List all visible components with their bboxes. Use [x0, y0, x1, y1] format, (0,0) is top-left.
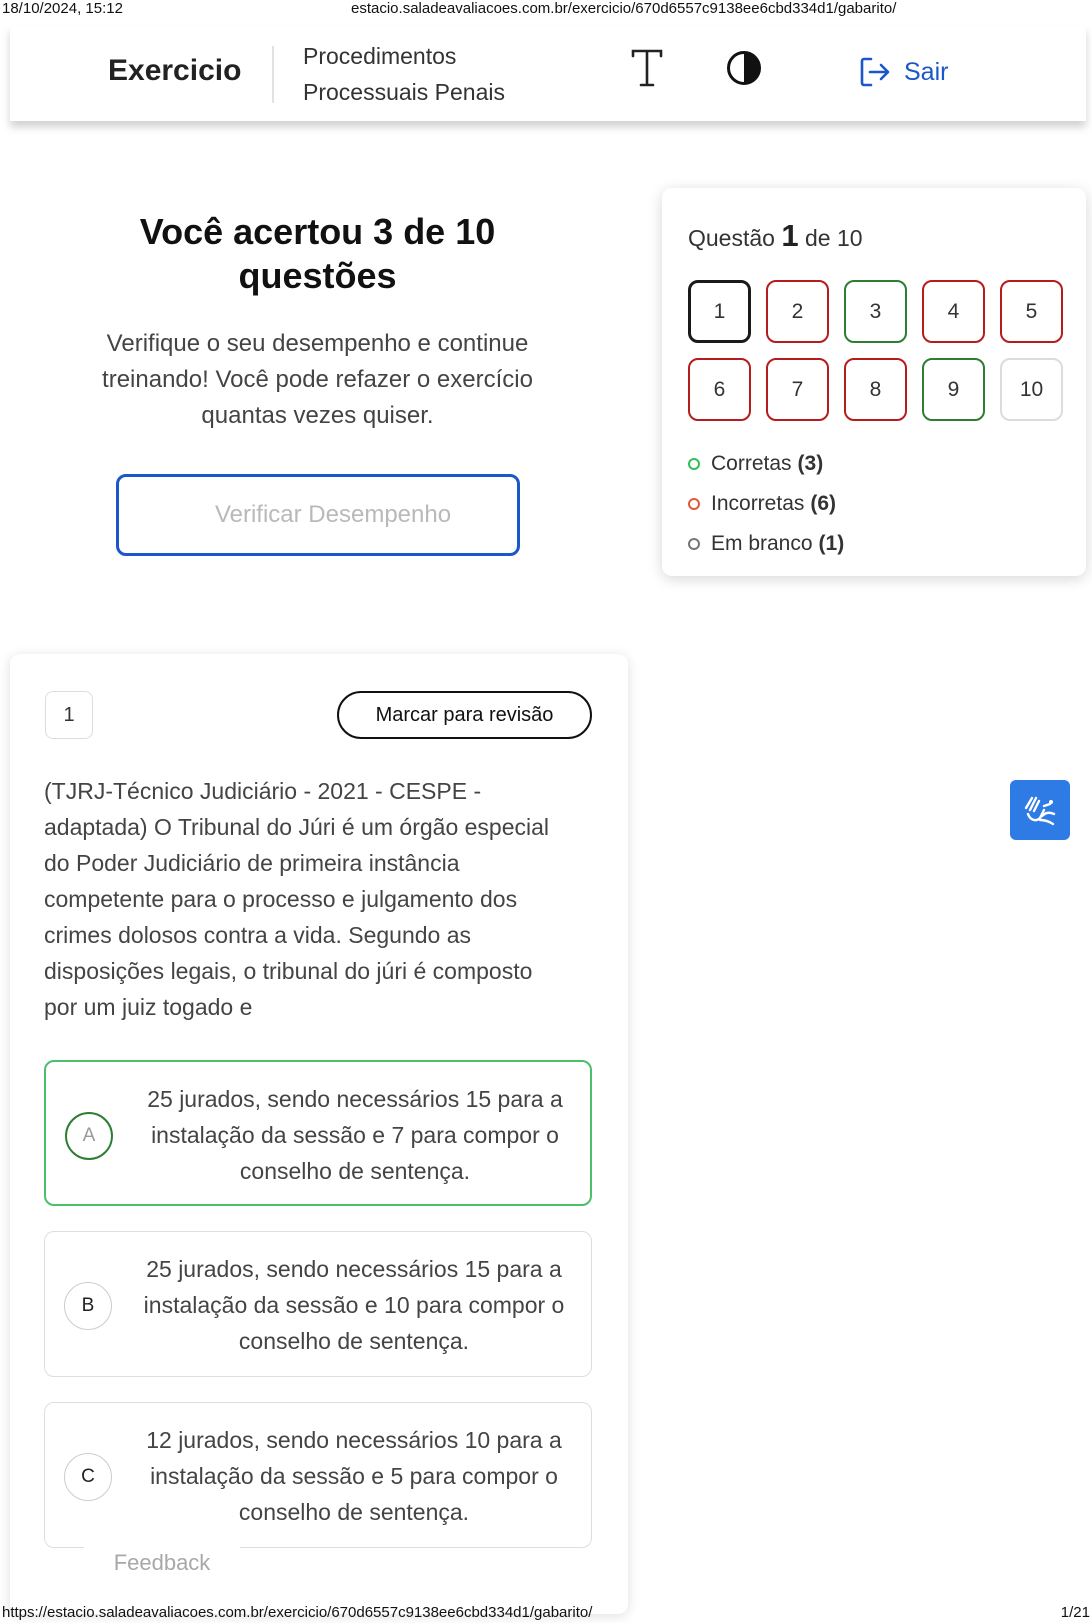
question-nav-button-4[interactable]: 4 — [922, 280, 985, 343]
legend-correct — [688, 444, 844, 484]
print-footer — [0, 1604, 1092, 1623]
contrast-icon[interactable] — [726, 50, 762, 86]
question-card — [10, 654, 628, 1614]
top-navbar — [10, 26, 1086, 121]
mark-for-review-button[interactable]: Marcar para revisão — [337, 691, 592, 739]
legend-incorrect-label: Incorretas — [711, 492, 805, 515]
navigator-current: 1 — [781, 218, 799, 253]
brand-title: Exercicio — [108, 54, 242, 87]
option-b-text: 25 jurados, sendo necessários 15 para a instalação da sessão e 10 para compor o conselho de sentença. — [143, 1256, 565, 1354]
course-title-line2: Processuais Penais — [303, 79, 505, 105]
sign-language-icon — [1020, 790, 1060, 830]
result-description-line3: quantas vezes quiser. — [201, 402, 434, 429]
print-url: estacio.saladeavaliacoes.com.br/exercicio/670d6557c9138ee6cbd334d1/gabarito/ — [351, 0, 897, 17]
result-title-line2: questões — [238, 255, 397, 296]
legend-blank-count: (1) — [818, 532, 845, 555]
legend-correct-label: Corretas — [711, 452, 792, 475]
legend-incorrect — [688, 484, 844, 524]
question-nav-button-5[interactable]: 5 — [1000, 280, 1063, 343]
print-footer-url: https://estacio.saladeavaliacoes.com.br/exercicio/670d6557c9138ee6cbd334d1/gabarito/ — [2, 1604, 593, 1621]
print-page-number: 1/21 — [1060, 1604, 1090, 1621]
question-nav-button-6[interactable]: 6 — [688, 358, 751, 421]
legend-correct-dot — [688, 458, 700, 470]
font-size-icon[interactable] — [630, 48, 664, 88]
legend-blank-dot — [688, 538, 700, 550]
navigator-legend — [688, 444, 844, 564]
legend-blank — [688, 524, 844, 564]
course-title — [303, 38, 563, 110]
option-c-text: 12 jurados, sendo necessários 10 para a instalação da sessão e 5 para compor o conselho de sentença. — [146, 1427, 562, 1525]
option-c-letter: C — [64, 1453, 112, 1501]
navigator-label-prefix: Questão — [688, 225, 775, 251]
question-nav-button-7[interactable]: 7 — [766, 358, 829, 421]
result-title — [70, 210, 565, 298]
print-datetime: 18/10/2024, 15:12 — [2, 0, 123, 17]
question-text: (TJRJ-Técnico Judiciário - 2021 - CESPE - adaptada) O Tribunal do Júri é um órgão especial do Poder Judiciário de primeira instância competente para o processo e julgamento dos crimes dolosos contra a vida. Segundo as disposições legais, o tribunal do júri é composto por um juiz togado e — [44, 778, 550, 1020]
navigator-label-suffix: de 10 — [804, 225, 863, 251]
question-nav-button-8[interactable]: 8 — [844, 358, 907, 421]
header-divider — [272, 46, 274, 103]
question-navigator — [662, 188, 1086, 576]
logout-label: Sair — [904, 57, 949, 86]
option-a-text: 25 jurados, sendo necessários 15 para a instalação da sessão e 7 para compor o conselho de sentença. — [147, 1086, 563, 1184]
course-title-line1: Procedimentos — [303, 43, 457, 69]
legend-incorrect-dot — [688, 498, 700, 510]
print-header — [0, 0, 1092, 18]
result-description — [70, 326, 565, 434]
result-title-line1: Você acertou 3 de 10 — [139, 211, 496, 252]
question-nav-button-3[interactable]: 3 — [844, 280, 907, 343]
result-description-line1: Verifique o seu desempenho e continue — [106, 330, 529, 357]
question-nav-button-10[interactable]: 10 — [1000, 358, 1063, 421]
option-a[interactable] — [44, 1060, 592, 1206]
sign-language-button[interactable] — [1010, 780, 1070, 840]
legend-blank-label: Em branco — [711, 532, 813, 555]
option-b[interactable] — [44, 1231, 592, 1377]
legend-incorrect-count: (6) — [810, 492, 837, 515]
option-c[interactable] — [44, 1402, 592, 1548]
navigator-title — [688, 218, 863, 254]
result-summary — [70, 210, 565, 434]
question-nav-button-9[interactable]: 9 — [922, 358, 985, 421]
question-nav-button-2[interactable]: 2 — [766, 280, 829, 343]
legend-correct-count: (3) — [797, 452, 824, 475]
result-description-line2: treinando! Você pode refazer o exercício — [102, 366, 533, 393]
option-b-letter: B — [64, 1282, 112, 1330]
logout-icon — [858, 55, 892, 89]
feedback-tab[interactable]: Feedback — [84, 1540, 240, 1588]
option-a-letter: A — [65, 1112, 113, 1160]
logout-button[interactable] — [858, 52, 948, 92]
question-number: 1 — [45, 691, 93, 739]
verify-performance-button[interactable]: Verificar Desempenho — [116, 474, 520, 556]
question-nav-button-1[interactable]: 1 — [688, 280, 751, 343]
